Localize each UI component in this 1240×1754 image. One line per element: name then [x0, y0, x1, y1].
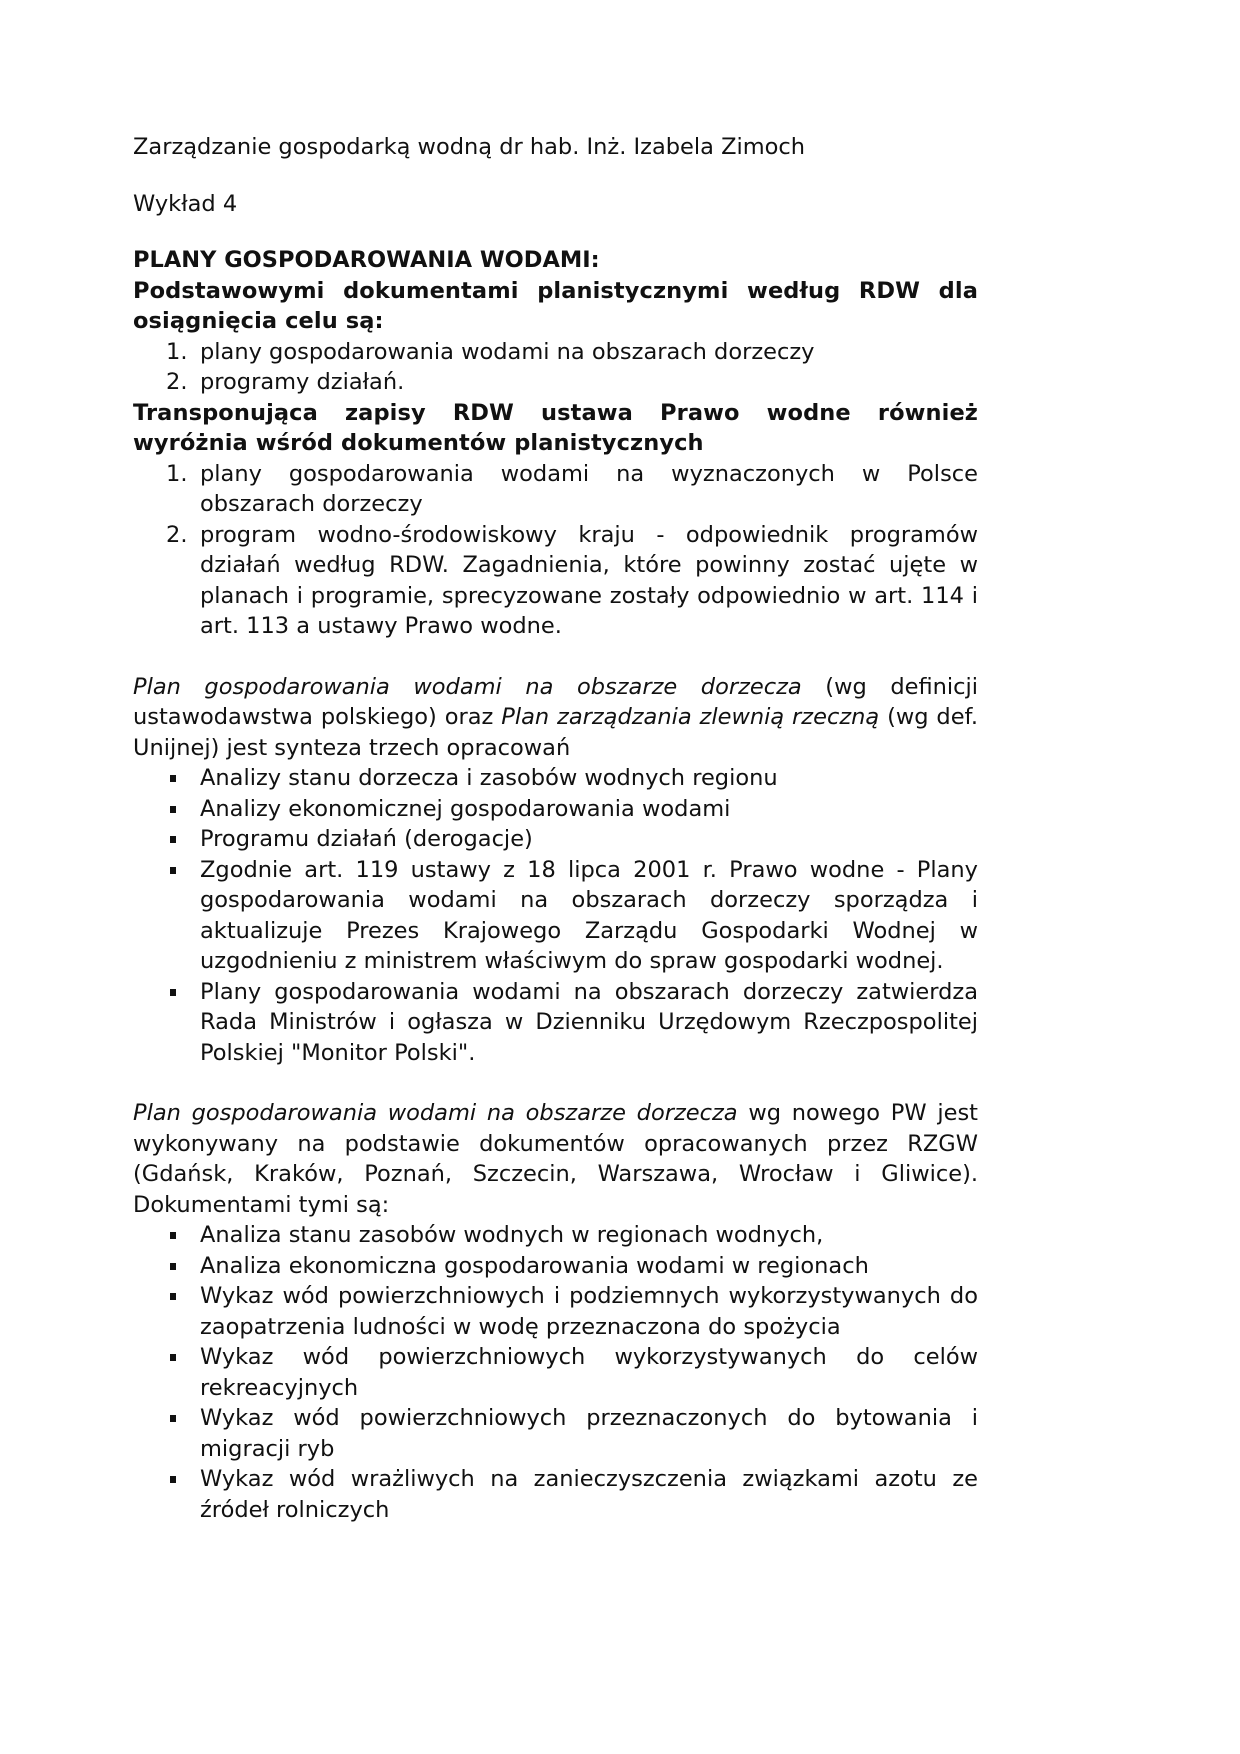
paragraph-text: wg nowego PW jest wykonywany na podstawie dokumentów opracowanych przez RZGW (Gdańsk, Kraków, Poznań, Szczecin, Warszawa, Wrocław i Gliwice). Dokumentami tymi są:: [133, 1100, 978, 1218]
list-item-text: Analizy ekonomicznej gospodarowania wodami: [200, 795, 731, 822]
list-item-text: Analiza ekonomiczna gospodarowania wodami w regionach: [200, 1252, 869, 1279]
list-item: [133, 794, 978, 825]
list-item-text: plany gospodarowania wodami na obszarach dorzeczy: [200, 338, 815, 365]
rzgw-paragraph: [133, 1098, 978, 1220]
list-number: 2.: [166, 521, 188, 548]
list-item: [133, 367, 978, 398]
list-item: [133, 1281, 978, 1342]
list-item-text: Analiza stanu zasobów wodnych w regionach wodnych,: [200, 1222, 824, 1248]
list-item: [133, 520, 978, 642]
square-bullet-icon: [170, 1476, 176, 1483]
list-item-text: Zgodnie art. 119 ustawy z 18 lipca 2001 r. Prawo wodne - Plany gospodarowania wodami na obszarach dorzeczy sporządza i aktualizuje Prezes Krajowego Zarządu Gospodarki Wodnej w uzgodnieniu z ministrem właściwym do spraw gospodarki wodnej.: [200, 856, 978, 974]
list-item-text: Wykaz wód wrażliwych na zanieczyszczenia związkami azotu ze źródeł rolniczych: [200, 1466, 978, 1523]
document-header: Zarządzanie gospodarką wodną dr hab. Inż. Izabela Zimoch: [133, 134, 806, 160]
plan-definition-paragraph: [133, 672, 978, 764]
synthesis-list: [133, 763, 978, 1068]
list-item: [133, 1251, 978, 1282]
list-item-text: Plany gospodarowania wodami na obszarach dorzeczy zatwierdza Rada Ministrów i ogłasza w Dzienniku Urzędowym Rzeczpospolitej Polskiej "Monitor Polski".: [200, 978, 978, 1066]
list-item-text: Wykaz wód powierzchniowych wykorzystywanych do celów rekreacyjnych: [200, 1344, 978, 1401]
list-item: [133, 1342, 978, 1403]
square-bullet-icon: [170, 1263, 176, 1270]
list-item: [133, 1220, 978, 1251]
list-item: [133, 824, 978, 855]
list-item-text: programy działań.: [200, 369, 405, 395]
list-item: [133, 855, 978, 977]
square-bullet-icon: [170, 1232, 176, 1239]
list-item-text: program wodno-środowiskowy kraju - odpowiednik programów działań według RDW. Zagadnienia, które powinny zostać ujęte w planach i programie, sprecyzowane zostały odpowiednio w art. 114 i art. 113 a ustawy Prawo wodne.: [200, 521, 978, 639]
list-item-text: Analizy stanu dorzecza i zasobów wodnych regionu: [200, 765, 778, 791]
list-number: 1.: [166, 338, 188, 365]
planning-documents-list: [133, 337, 978, 398]
list-item-text: Wykaz wód powierzchniowych przeznaczonych do bytowania i migracji ryb: [200, 1405, 978, 1462]
water-law-documents-list: [133, 459, 978, 642]
list-item-text: Wykaz wód powierzchniowych i podziemnych wykorzystywanych do zaopatrzenia ludności w wodę przeznaczona do spożycia: [200, 1283, 978, 1340]
list-item-text: Programu działań (derogacje): [200, 826, 533, 852]
list-item: [133, 1403, 978, 1464]
list-item: [133, 763, 978, 794]
square-bullet-icon: [170, 1354, 176, 1361]
square-bullet-icon: [170, 775, 176, 782]
list-number: 1.: [166, 460, 188, 487]
transposition-bold-paragraph: Transponująca zapisy RDW ustawa Prawo wodne również wyróżnia wśród dokumentów planistycznych: [133, 399, 978, 456]
list-item: [133, 459, 978, 520]
square-bullet-icon: [170, 1293, 176, 1300]
list-item: [133, 1464, 978, 1525]
square-bullet-icon: [170, 806, 176, 813]
paragraph-text: (wg definicji ustawodawstwa polskiego) oraz: [133, 673, 979, 730]
square-bullet-icon: [170, 989, 176, 996]
italic-term: Plan gospodarowania wodami na obszarze dorzecza: [133, 673, 802, 700]
list-item: [133, 337, 978, 368]
intro-bold-paragraph: Podstawowymi dokumentami planistycznymi według RDW dla osiągnięcia celu są:: [133, 277, 978, 334]
italic-term: Plan zarządzania zlewnią rzeczną: [501, 704, 880, 730]
rzgw-documents-list: [133, 1220, 978, 1525]
italic-term: Plan gospodarowania wodami na obszarze dorzecza: [133, 1100, 738, 1126]
lecture-number: Wykład 4: [133, 190, 238, 217]
square-bullet-icon: [170, 836, 176, 843]
section-title: PLANY GOSPODAROWANIA WODAMI:: [133, 247, 600, 273]
list-item: [133, 977, 978, 1069]
list-item-text: plany gospodarowania wodami na wyznaczonych w Polsce obszarach dorzeczy: [200, 460, 978, 517]
square-bullet-icon: [170, 1415, 176, 1422]
document-page: [133, 132, 978, 1525]
paragraph-text: (wg def. Unijnej) jest synteza trzech opracowań: [133, 704, 978, 761]
list-number: 2.: [166, 369, 188, 395]
square-bullet-icon: [170, 867, 176, 874]
